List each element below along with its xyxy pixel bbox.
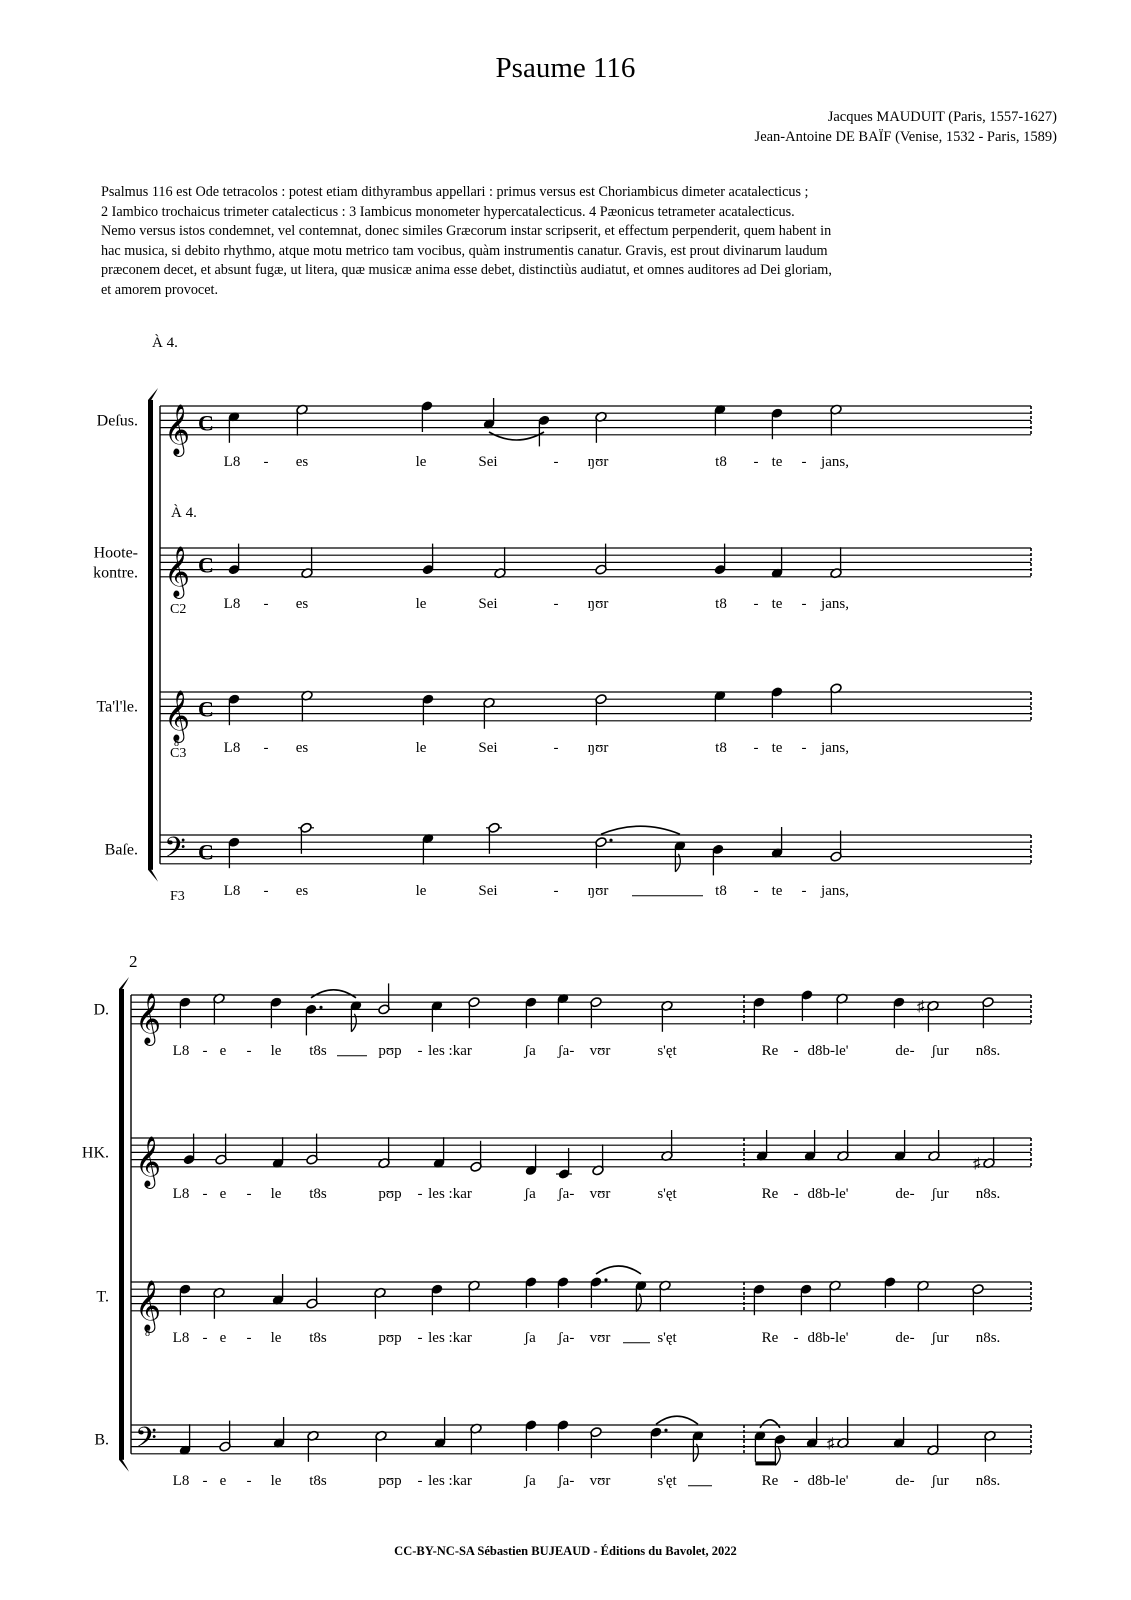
part-label: Baſe. bbox=[104, 841, 138, 859]
lyric-syllable: ʃa bbox=[524, 1042, 536, 1059]
lyric-syllable: - bbox=[263, 453, 269, 470]
poet-credit: Jean-Antoine DE BAÏF (Venise, 1532 - Paris, 1589) bbox=[754, 129, 1057, 145]
note bbox=[179, 1424, 192, 1456]
note bbox=[830, 404, 843, 436]
sharp-icon: ♯ bbox=[917, 998, 925, 1015]
lyric-syllable: - bbox=[263, 882, 269, 899]
note bbox=[378, 1137, 391, 1169]
lyric-syllable: - bbox=[417, 1042, 423, 1059]
note bbox=[468, 1280, 481, 1312]
preface-line: Nemo versus istos condemnet, vel contemnat, donec similes Græcorum instar scripserit, et effectum perpenderit, quem habent in bbox=[101, 223, 832, 239]
lyric-syllable: e bbox=[219, 1042, 227, 1059]
lyric-syllable: de- bbox=[895, 1042, 915, 1059]
staff-deus bbox=[97, 398, 1031, 470]
note bbox=[595, 411, 608, 443]
lyric-syllable: L8 bbox=[223, 739, 241, 756]
lyric-syllable: L8 bbox=[172, 1042, 190, 1059]
staff-b bbox=[94, 1416, 1031, 1489]
lyric-syllable: t8 bbox=[715, 595, 727, 612]
note bbox=[774, 1434, 787, 1466]
lyric-syllable: es bbox=[295, 595, 309, 612]
note bbox=[483, 398, 496, 430]
lyric-syllable: le bbox=[270, 1472, 282, 1489]
lyric-syllable: Sei bbox=[478, 595, 498, 612]
note bbox=[307, 1430, 320, 1462]
note bbox=[837, 1130, 850, 1162]
part-label: D. bbox=[93, 1001, 109, 1019]
lyric-syllable: - bbox=[793, 1472, 799, 1489]
lyric-syllable: ʃur bbox=[931, 1042, 949, 1059]
preface-line: hac musica, si debito rhythmo, atque motu metrico tam vocibus, quàm instrumentis canatur. Gravis, est prout divinarum laudum bbox=[101, 242, 828, 259]
note bbox=[830, 547, 843, 579]
lyric-syllable: s'ęt bbox=[657, 1185, 677, 1202]
augmentation-dot bbox=[664, 1429, 667, 1432]
lyric-syllable: jans, bbox=[821, 739, 849, 756]
note bbox=[804, 1130, 817, 1162]
common-time-signature: C bbox=[198, 410, 214, 436]
preface-line: præconem decet, et absunt fugæ, ut litera, quæ musicæ anima esse debet, distinctiùs audiatut, et omnes auditores ad Dei gloriam, bbox=[101, 262, 832, 278]
note bbox=[213, 993, 226, 1025]
staff-d bbox=[93, 983, 1031, 1058]
lyric-syllable: vʊr bbox=[589, 1472, 611, 1489]
note bbox=[375, 1430, 388, 1462]
lyric-syllable: Re bbox=[761, 1042, 779, 1059]
lyric-syllable: - bbox=[202, 1472, 208, 1489]
clef-label: F3 bbox=[170, 888, 185, 904]
lyric-syllable: ʃa- bbox=[557, 1472, 575, 1489]
page-title: Psaume 116 bbox=[495, 52, 636, 84]
slur bbox=[311, 990, 356, 998]
tempo-annotation: À 4. bbox=[171, 505, 197, 521]
preface-line: 2 Iambico trochaicus trimeter catalecticus : 3 Iambicus monometer hypercatalecticus. 4 Pæonicus tetrameter acatalecticus. bbox=[101, 203, 795, 220]
part-label: kontre. bbox=[93, 564, 138, 582]
lyric-syllable: - bbox=[801, 595, 807, 612]
note bbox=[592, 1144, 605, 1176]
lyric-syllable: t8s bbox=[309, 1472, 327, 1489]
lyric-syllable: jans, bbox=[821, 453, 849, 470]
lyric-syllable: Sei bbox=[478, 739, 498, 756]
part-label: B. bbox=[94, 1431, 109, 1449]
lyric-syllable: - bbox=[246, 1472, 252, 1489]
lyric-syllable: ʃur bbox=[931, 1329, 949, 1346]
lyric-syllable: - bbox=[202, 1185, 208, 1202]
lyric-syllable: - bbox=[801, 882, 807, 899]
system-1 bbox=[93, 334, 1031, 904]
lyric-syllable: s'ęt bbox=[657, 1472, 677, 1489]
lyric-syllable: le bbox=[270, 1329, 282, 1346]
lyric-syllable: de- bbox=[895, 1472, 915, 1489]
lyric-syllable: - bbox=[417, 1472, 423, 1489]
lyric-syllable: s'ęt bbox=[657, 1329, 677, 1346]
lyric-syllable: ʃur bbox=[931, 1472, 949, 1489]
note bbox=[714, 690, 727, 722]
lyric-syllable: le bbox=[415, 453, 427, 470]
bass-clef-icon: 𝄢 bbox=[164, 833, 186, 871]
note bbox=[893, 1417, 906, 1449]
note bbox=[984, 1430, 997, 1462]
lyric-syllable: d8b-le' bbox=[807, 1042, 849, 1059]
note bbox=[917, 1280, 930, 1312]
note bbox=[754, 1430, 767, 1462]
lyric-syllable: te bbox=[771, 595, 783, 612]
lyric-syllable: es bbox=[295, 453, 309, 470]
treble-clef-icon: 𝄞 bbox=[164, 546, 191, 596]
eighth-flag bbox=[775, 1447, 780, 1465]
lyric-syllable: n8s. bbox=[975, 1472, 1001, 1489]
note bbox=[661, 1130, 674, 1162]
augmentation-dot bbox=[609, 839, 612, 842]
note bbox=[213, 1287, 226, 1319]
lyric-syllable: - bbox=[753, 739, 759, 756]
lyric-syllable: jans, bbox=[821, 882, 849, 899]
lyric-syllable: s'ęt bbox=[657, 1042, 677, 1059]
tempo-annotation: À 4. bbox=[152, 335, 178, 351]
note bbox=[433, 1137, 446, 1169]
lyric-syllable: ʃa bbox=[524, 1472, 536, 1489]
preface-line: et amorem provocet. bbox=[101, 281, 218, 298]
lyric-syllable: de- bbox=[895, 1185, 915, 1202]
note bbox=[928, 1130, 941, 1162]
lyric-syllable: es bbox=[295, 882, 309, 899]
treble-clef-icon: 𝄞 bbox=[135, 1136, 162, 1186]
staff-t bbox=[96, 1266, 1031, 1346]
note bbox=[830, 683, 843, 715]
lyric-syllable: n8s. bbox=[975, 1042, 1001, 1059]
lyric-syllable: - bbox=[202, 1329, 208, 1346]
lyric-syllable: - bbox=[801, 453, 807, 470]
lyric-syllable: ʃa- bbox=[557, 1042, 575, 1059]
note bbox=[917, 999, 939, 1032]
lyric-syllable: t8 bbox=[715, 453, 727, 470]
lyric-syllable: L8 bbox=[223, 453, 241, 470]
lyric-syllable: e bbox=[219, 1472, 227, 1489]
bass-clef-icon: 𝄢 bbox=[135, 1423, 157, 1461]
sharp-icon: ♯ bbox=[827, 1436, 835, 1452]
note bbox=[756, 1130, 769, 1162]
lyric-syllable: - bbox=[202, 1042, 208, 1059]
lyric-syllable: ʃa- bbox=[557, 1329, 575, 1346]
slur bbox=[601, 826, 680, 834]
lyric-syllable: ʃa bbox=[524, 1185, 536, 1202]
lyric-syllable: n8s. bbox=[975, 1329, 1001, 1346]
lyric-syllable: - bbox=[246, 1042, 252, 1059]
lyric-syllable: t8 bbox=[715, 739, 727, 756]
staff-hootekontre bbox=[93, 544, 1031, 617]
lyric-syllable: - bbox=[553, 739, 559, 756]
lyric-syllable: - bbox=[553, 453, 559, 470]
slur bbox=[596, 1266, 641, 1274]
part-label: Hoote- bbox=[93, 544, 138, 562]
note bbox=[635, 1280, 648, 1312]
note bbox=[483, 697, 496, 729]
note bbox=[771, 827, 784, 859]
lyric-syllable: d8b-le' bbox=[807, 1472, 849, 1489]
note bbox=[378, 983, 391, 1015]
lyric-syllable: - bbox=[246, 1185, 252, 1202]
lyric-syllable: - bbox=[753, 453, 759, 470]
note bbox=[272, 1137, 285, 1169]
lyric-syllable: vʊr bbox=[589, 1042, 611, 1059]
lyric-syllable: - bbox=[753, 595, 759, 612]
beam bbox=[755, 1461, 775, 1465]
slur bbox=[760, 1420, 780, 1428]
lyric-syllable: - bbox=[263, 595, 269, 612]
lyric-syllable: - bbox=[553, 882, 559, 899]
lyric-syllable: pʊp bbox=[378, 1185, 402, 1202]
lyric-syllable: de- bbox=[895, 1329, 915, 1346]
staff-bae bbox=[105, 822, 1031, 904]
lyric-syllable: d8b-le' bbox=[807, 1329, 849, 1346]
part-label: Deſus. bbox=[96, 412, 138, 430]
lyric-syllable: n8s. bbox=[975, 1185, 1001, 1202]
measure-number: 2 bbox=[129, 952, 138, 971]
note bbox=[894, 1130, 907, 1162]
note bbox=[674, 840, 687, 872]
lyric-syllable: t8 bbox=[715, 882, 727, 899]
note bbox=[301, 547, 314, 579]
note bbox=[422, 833, 435, 865]
treble-clef-icon: 𝄞 bbox=[135, 1280, 162, 1330]
common-time-signature: C bbox=[198, 839, 214, 865]
lyric-syllable: le bbox=[415, 739, 427, 756]
note bbox=[228, 411, 241, 443]
lyric-syllable: ʃa- bbox=[557, 1185, 575, 1202]
note bbox=[712, 844, 725, 876]
treble-clef-icon: 𝄞 bbox=[135, 993, 162, 1043]
treble-clef-icon: 𝄞 bbox=[164, 404, 191, 454]
octave-marker: 8 bbox=[174, 737, 179, 749]
system-bracket bbox=[119, 989, 124, 1460]
lyric-syllable: te bbox=[771, 453, 783, 470]
note bbox=[806, 1417, 819, 1449]
lyric-syllable: vʊr bbox=[589, 1185, 611, 1202]
copyright-footer: CC-BY-NC-SA Sébastien BUJEAUD - Éditions du Bavolet, 2022 bbox=[394, 1544, 737, 1558]
lyric-syllable: L8 bbox=[172, 1185, 190, 1202]
note bbox=[525, 1144, 538, 1176]
lyric-syllable: les :kar bbox=[428, 1472, 472, 1489]
lyric-syllable: Re bbox=[761, 1185, 779, 1202]
lyric-syllable: e bbox=[219, 1329, 227, 1346]
lyric-syllable: pʊp bbox=[378, 1329, 402, 1346]
common-time-signature: C bbox=[198, 552, 214, 578]
part-label: HK. bbox=[81, 1144, 109, 1162]
lyric-syllable: ŋʊr bbox=[587, 595, 609, 612]
lyric-syllable: e bbox=[219, 1185, 227, 1202]
preface-line: Psalmus 116 est Ode tetracolos : potest etiam dithyrambus appellari : primus versus est Choriambicus dimeter acatalecticus ; bbox=[101, 184, 809, 200]
note bbox=[692, 1430, 705, 1462]
note bbox=[538, 415, 551, 447]
lyric-syllable: les :kar bbox=[428, 1185, 472, 1202]
bracket-bottom-hook bbox=[148, 868, 158, 882]
bracket-top-hook bbox=[119, 977, 129, 991]
note bbox=[557, 993, 570, 1025]
lyric-syllable: les :kar bbox=[428, 1042, 472, 1059]
note bbox=[434, 1417, 447, 1449]
lyric-syllable: t8s bbox=[309, 1185, 327, 1202]
lyric-syllable: jans, bbox=[821, 595, 849, 612]
note bbox=[659, 1280, 672, 1312]
note bbox=[494, 547, 507, 579]
staff-hk bbox=[82, 1130, 1031, 1202]
part-label: T. bbox=[96, 1288, 109, 1306]
note bbox=[836, 993, 849, 1025]
lyric-syllable: - bbox=[793, 1185, 799, 1202]
lyric-syllable: ŋʊr bbox=[587, 453, 609, 470]
clef-label: C2 bbox=[170, 601, 187, 617]
lyric-syllable: - bbox=[753, 882, 759, 899]
lyric-syllable: Re bbox=[761, 1472, 779, 1489]
note bbox=[272, 1274, 285, 1306]
clef-label: C3 bbox=[170, 745, 187, 761]
sharp-icon: ♯ bbox=[973, 1156, 981, 1173]
lyric-syllable: pʊp bbox=[378, 1042, 402, 1059]
composer-credit: Jacques MAUDUIT (Paris, 1557-1627) bbox=[827, 109, 1057, 125]
treble-clef-icon: 𝄞 bbox=[164, 690, 191, 740]
lyric-syllable: - bbox=[417, 1329, 423, 1346]
bracket-bottom-hook bbox=[119, 1458, 129, 1472]
common-time-signature: C bbox=[198, 696, 214, 722]
lyric-syllable: les :kar bbox=[428, 1329, 472, 1346]
lyric-syllable: - bbox=[417, 1185, 423, 1202]
lyric-syllable: - bbox=[793, 1042, 799, 1059]
augmentation-dot bbox=[319, 1006, 322, 1009]
lyric-syllable: ʃa bbox=[524, 1329, 536, 1346]
lyric-syllable: ŋʊr bbox=[587, 739, 609, 756]
note bbox=[927, 1424, 940, 1456]
system-2 bbox=[82, 952, 1031, 1489]
slur bbox=[489, 432, 544, 440]
lyric-syllable: ʃur bbox=[931, 1185, 949, 1202]
note bbox=[431, 1000, 444, 1032]
lyric-syllable: - bbox=[801, 739, 807, 756]
lyric-syllable: L8 bbox=[172, 1472, 190, 1489]
lyric-syllable: - bbox=[246, 1329, 252, 1346]
lyric-syllable: - bbox=[553, 595, 559, 612]
lyric-syllable: - bbox=[263, 739, 269, 756]
lyric-syllable: Sei bbox=[478, 453, 498, 470]
augmentation-dot bbox=[604, 1278, 607, 1281]
note bbox=[714, 404, 727, 436]
note bbox=[374, 1287, 387, 1319]
lyric-syllable: pʊp bbox=[378, 1472, 402, 1489]
lyric-syllable: Sei bbox=[478, 882, 498, 899]
lyric-syllable: d8b-le' bbox=[807, 1185, 849, 1202]
lyric-syllable: - bbox=[793, 1329, 799, 1346]
note bbox=[273, 1417, 286, 1449]
note bbox=[771, 547, 784, 579]
lyric-syllable: te bbox=[771, 739, 783, 756]
note bbox=[296, 404, 309, 436]
note bbox=[305, 1004, 323, 1036]
bracket-top-hook bbox=[148, 388, 158, 402]
part-label: Ta'l'le. bbox=[96, 698, 138, 716]
lyric-syllable: L8 bbox=[223, 595, 241, 612]
note bbox=[350, 1000, 363, 1032]
lyric-syllable: es bbox=[295, 739, 309, 756]
lyric-syllable: le bbox=[415, 882, 427, 899]
staff-talle bbox=[96, 683, 1031, 761]
lyric-syllable: t8s bbox=[309, 1042, 327, 1059]
lyric-syllable: t8s bbox=[309, 1329, 327, 1346]
note bbox=[829, 1280, 842, 1312]
slur bbox=[656, 1416, 698, 1424]
lyric-syllable: le bbox=[270, 1042, 282, 1059]
note bbox=[661, 1000, 674, 1032]
lyric-syllable: L8 bbox=[223, 882, 241, 899]
note bbox=[301, 690, 314, 722]
system-bracket bbox=[148, 400, 153, 870]
lyric-syllable: Re bbox=[761, 1329, 779, 1346]
lyric-syllable: vʊr bbox=[589, 1329, 611, 1346]
octave-marker: 8 bbox=[145, 1327, 150, 1339]
lyric-syllable: le bbox=[270, 1185, 282, 1202]
lyric-syllable: le bbox=[415, 595, 427, 612]
note bbox=[470, 1423, 483, 1455]
lyric-syllable: te bbox=[771, 882, 783, 899]
lyric-syllable: ŋʊr bbox=[587, 882, 609, 899]
lyric-syllable: L8 bbox=[172, 1329, 190, 1346]
